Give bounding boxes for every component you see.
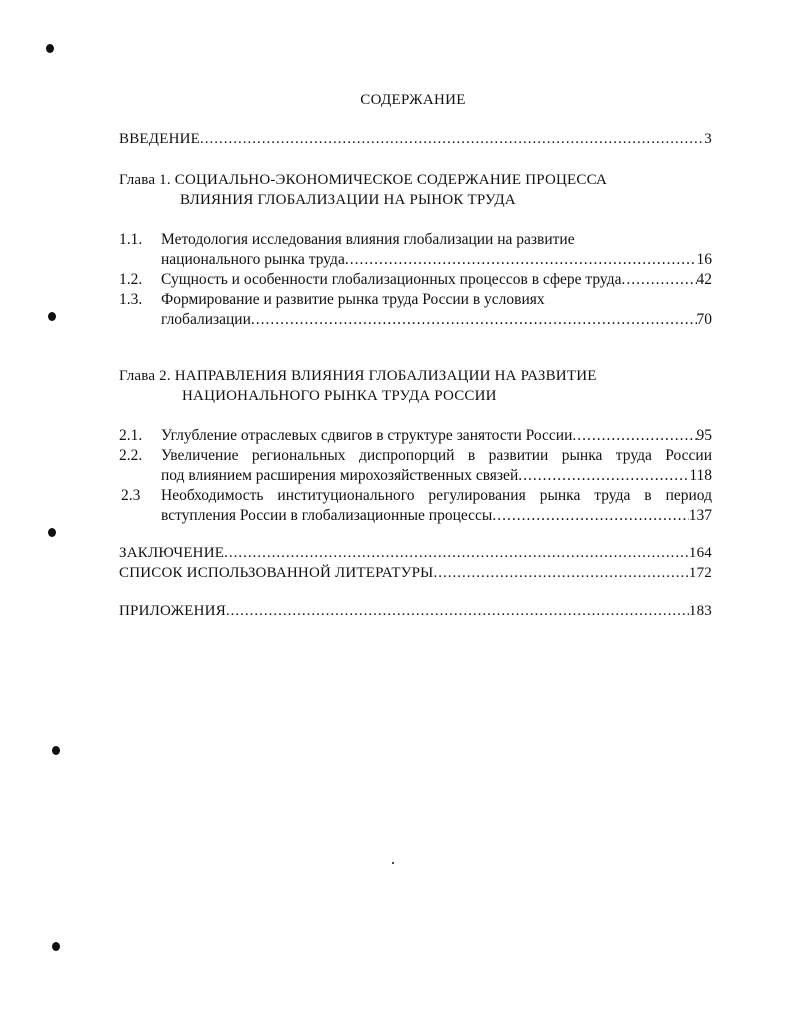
toc-entry-1-1: [161, 250, 712, 270]
toc-entry-2-2: [161, 466, 712, 486]
toc-entry-label: ЗАКЛЮЧЕНИЕ: [119, 545, 225, 561]
toc-entry-2-3: [161, 506, 712, 526]
section-title: Сущность и особенности глобализационных процессов в сфере труда: [161, 271, 622, 288]
toc-leader-dots: [492, 506, 688, 526]
scan-blot: [48, 312, 56, 321]
toc-entry-page: 16: [696, 251, 712, 268]
section-title-cont: национального рынка труда: [161, 251, 345, 268]
toc-entry-intro: [119, 129, 712, 149]
toc-entry-page: 164: [688, 545, 712, 561]
toc-entry-page: 137: [688, 507, 712, 524]
section-number: 1.2.: [119, 271, 143, 288]
section-title-cont: под влиянием расширения мирохозяйственных связей: [161, 467, 519, 484]
toc-entry-page: 95: [696, 427, 712, 444]
chapter-heading: Глава 1. СОЦИАЛЬНО-ЭКОНОМИЧЕСКОЕ СОДЕРЖАНИЕ ПРОЦЕССА: [119, 172, 608, 188]
toc-entry-page: 70: [696, 311, 712, 328]
page-title: СОДЕРЖАНИЕ: [360, 92, 466, 108]
toc-leader-dots: [572, 426, 696, 446]
section-number: 1.1.: [119, 231, 143, 248]
toc-entry-page: 42: [696, 271, 712, 288]
toc-entry-2-1: [161, 426, 712, 446]
section-title: Формирование и развитие рынка труда России в условиях: [161, 291, 545, 308]
section-title: Увеличение региональных диспропорций в развитии рынка труда России: [161, 447, 712, 464]
toc-entry-label: ПРИЛОЖЕНИЯ: [119, 603, 226, 619]
section-title-cont: вступления России в глобализационные процессы: [161, 507, 493, 524]
toc-entry-conclusion: [119, 543, 712, 563]
toc-entry-1-2: [161, 270, 712, 290]
toc-entry-label: СПИСОК ИСПОЛЬЗОВАННОЙ ЛИТЕРАТУРЫ: [119, 565, 434, 581]
section-title: Методология исследования влияния глобализации на развитие: [161, 231, 575, 248]
scan-blot: [52, 942, 60, 951]
scan-blot: [48, 528, 56, 537]
toc-entry-references: [119, 563, 712, 583]
toc-leader-dots: [224, 543, 689, 563]
section-number: 2.3: [121, 487, 141, 504]
section-title: Необходимость институционального регулирования рынка труда в период: [161, 487, 712, 504]
toc-leader-dots: [433, 563, 688, 583]
section-title-cont: глобализации: [161, 311, 251, 328]
toc-entry-page: 118: [689, 467, 712, 484]
toc-leader-dots: [621, 270, 696, 290]
toc-leader-dots: [518, 466, 689, 486]
section-title: Углубление отраслевых сдвигов в структуре занятости России: [161, 427, 573, 444]
toc-leader-dots: [345, 250, 697, 270]
chapter-heading-cont: НАЦИОНАЛЬНОГО РЫНКА ТРУДА РОССИИ: [182, 388, 497, 404]
toc-entry-appendix: [119, 601, 712, 621]
toc-leader-dots: [226, 601, 689, 621]
toc-entry-page: 3: [704, 131, 712, 147]
section-number: 2.1.: [119, 427, 143, 444]
scan-speck: [392, 862, 394, 864]
toc-entry-page: 183: [688, 603, 712, 619]
toc-leader-dots: [251, 310, 697, 330]
toc-entry-page: 172: [688, 565, 712, 581]
toc-entry-label: ВВЕДЕНИЕ: [119, 131, 200, 147]
chapter-heading-cont: ВЛИЯНИЯ ГЛОБАЛИЗАЦИИ НА РЫНОК ТРУДА: [180, 192, 516, 208]
toc-leader-dots: [200, 129, 704, 149]
scan-blot: [52, 746, 60, 755]
scan-blot: [46, 44, 54, 53]
section-number: 2.2.: [119, 447, 143, 464]
chapter-heading: Глава 2. НАПРАВЛЕНИЯ ВЛИЯНИЯ ГЛОБАЛИЗАЦИИ НА РАЗВИТИЕ: [119, 368, 597, 384]
section-number: 1.3.: [119, 291, 143, 308]
toc-entry-1-3: [161, 310, 712, 330]
